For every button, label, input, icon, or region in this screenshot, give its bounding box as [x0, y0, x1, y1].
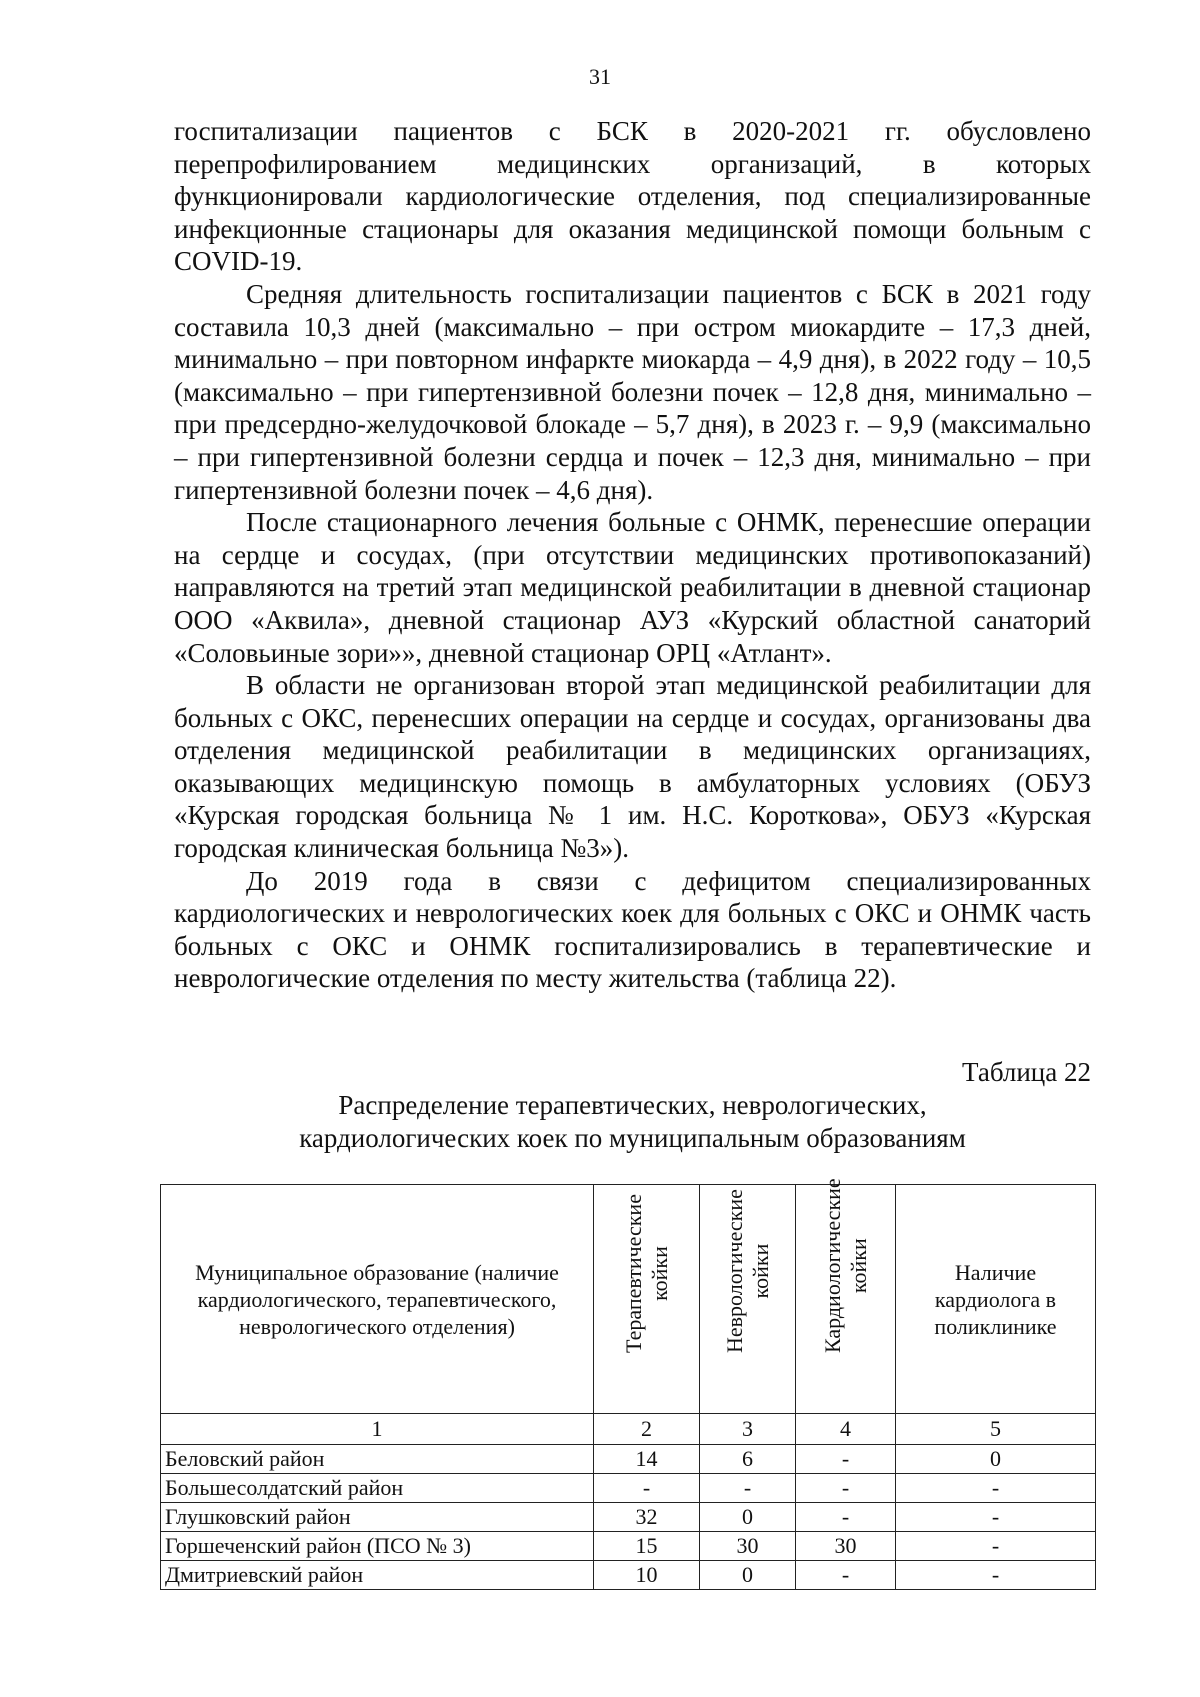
table-cell: -	[896, 1474, 1096, 1503]
header-text: койки	[646, 1246, 672, 1301]
table-row	[161, 1532, 1096, 1561]
header-text: койки	[747, 1243, 773, 1299]
table-row	[161, 1474, 1096, 1503]
paragraph: Средняя длительность госпитализации пациентов с БСК в 2021 году составила 10,3 дней (максимально – при остром миокардите – 17,3 дней, минимально – при повторном инфаркте миокарда – 4,9 дня), в 2022 году – 10,5 (максимально – при гипертензивной болезни почек – 12,8 дня, минимально – при предсердно-желудочковой блокаде – 5,7 дня), в 2023 г. – 9,9 (максимально – при гипертензивной болезни сердца и почек – 12,3 дня, минимально – при гипертензивной болезни почек – 4,6 дня).	[174, 278, 1091, 505]
table-cell: -	[796, 1474, 896, 1503]
table-cell: 0	[700, 1561, 796, 1590]
municipality-name: Глушковский район	[161, 1503, 594, 1532]
table-cell: -	[896, 1503, 1096, 1532]
table-cell: 30	[700, 1532, 796, 1561]
table-caption	[174, 1089, 1091, 1155]
body-text	[174, 115, 1091, 995]
table-label: Таблица 22	[962, 1057, 1091, 1087]
table-cell: 6	[700, 1445, 796, 1474]
paragraph: После стационарного лечения больные с ОНМК, перенесшие операции на сердце и сосудах, (при отсутствии медицинских противопоказаний) направляются на третий этап медицинской реабилитации в дневной стационар ООО «Аквила», дневной стационар АУЗ «Курский областной санаторий «Соловьиные зори»», дневной стационар ОРЦ «Атлант».	[174, 507, 1091, 668]
paragraph: В области не организован второй этап медицинской реабилитации для больных с ОКС, перенесших операции на сердце и сосудах, организованы два отделения медицинской реабилитации в медицинских организациях, оказывающих медицинскую помощь в амбулаторных условиях (ОБУЗ «Курская городская больница № 1 им. Н.С. Короткова», ОБУЗ «Курская городская клиническая больница №3»).	[174, 670, 1091, 864]
table-cell: 0	[700, 1503, 796, 1532]
municipality-name: Дмитриевский район	[161, 1561, 594, 1590]
table-caption-line: Распределение терапевтических, неврологических,	[338, 1090, 927, 1120]
table-cell: 15	[594, 1532, 700, 1561]
table-cell: -	[594, 1474, 700, 1503]
column-number: 5	[896, 1414, 1096, 1445]
table-cell: -	[896, 1561, 1096, 1590]
header-text: койки	[845, 1238, 871, 1294]
municipality-name: Горшеченский район (ПСО № 3)	[161, 1532, 594, 1561]
header-cardiologist-presence: Наличие кардиолога в поликлинике	[896, 1185, 1096, 1414]
header-neurological-beds	[700, 1185, 796, 1414]
table-caption-line: кардиологических коек по муниципальным образованиям	[299, 1123, 966, 1153]
table-cell: 30	[796, 1532, 896, 1561]
table-cell: -	[796, 1445, 896, 1474]
table-row	[161, 1561, 1096, 1590]
paragraph: До 2019 года в связи с дефицитом специализированных кардиологических и неврологических коек для больных с ОКС и ОНМК часть больных с ОКС и ОНМК госпитализировались в терапевтические и неврологические отделения по месту жительства (таблица 22).	[174, 865, 1091, 994]
column-number: 2	[594, 1414, 700, 1445]
table-cell: 14	[594, 1445, 700, 1474]
municipality-name: Большесолдатский район	[161, 1474, 594, 1503]
municipality-name: Беловский район	[161, 1445, 594, 1474]
column-number: 4	[796, 1414, 896, 1445]
paragraph: госпитализации пациентов с БСК в 2020-2021 гг. обусловлено перепрофилированием медицинских организаций, в которых функционировали кардиологические отделения, под специализированные инфекционные стационары для оказания медицинской помощи больным с COVID-19.	[174, 116, 1091, 277]
table-row	[161, 1503, 1096, 1532]
table-row	[161, 1445, 1096, 1474]
column-number-row	[161, 1414, 1096, 1445]
page-number: 31	[589, 64, 611, 89]
header-text: Кардиологические	[819, 1178, 845, 1353]
table-cell: -	[700, 1474, 796, 1503]
header-cardiology-beds	[796, 1178, 896, 1414]
table-cell: -	[896, 1532, 1096, 1561]
column-number: 1	[161, 1414, 594, 1445]
header-text: Терапевтические	[620, 1194, 646, 1353]
table-cell: -	[796, 1503, 896, 1532]
table-cell: 10	[594, 1561, 700, 1590]
header-municipality: Муниципальное образование (наличие кардиологического, терапевтического, неврологического отделения)	[161, 1185, 594, 1414]
table-cell: 0	[896, 1445, 1096, 1474]
beds-table	[160, 1178, 1096, 1590]
header-text: Неврологические	[721, 1189, 747, 1353]
table-cell: -	[796, 1561, 896, 1590]
header-therapeutic-beds	[594, 1185, 700, 1414]
column-number: 3	[700, 1414, 796, 1445]
table-header-row	[161, 1185, 1096, 1414]
table-cell: 32	[594, 1503, 700, 1532]
